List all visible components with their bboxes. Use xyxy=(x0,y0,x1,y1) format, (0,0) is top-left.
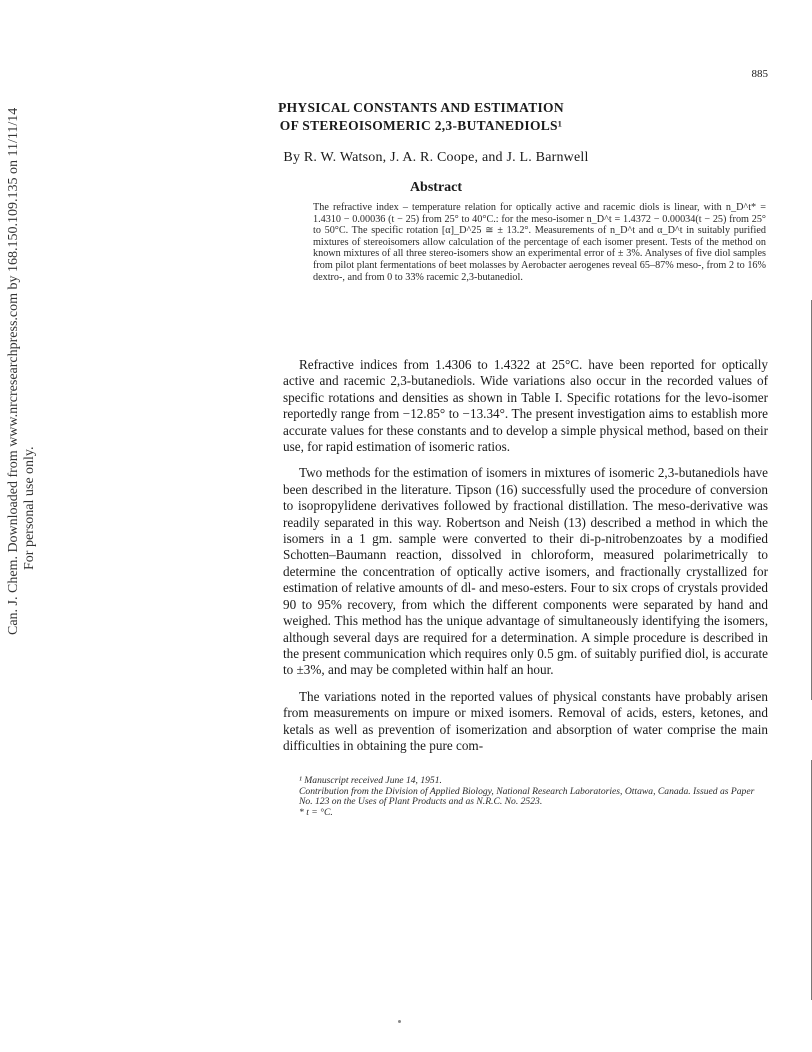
paper-title xyxy=(0,99,812,135)
footnote-manuscript: ¹ Manuscript received June 14, 1951. xyxy=(299,775,442,786)
abstract-heading: Abstract xyxy=(409,180,463,195)
scan-dot xyxy=(398,1020,401,1023)
paragraph-1: Refractive indices from 1.4306 to 1.4322 at 25°C. have been reported for optically active and racemic 2,3-butanediols. Wide variations also occur in the recorded values of specific rotations and densities as shown in Table I. Specific rotations for the levo-isomer reportedly range from −12.85° to −13.34°. The present investigation aims to establish more accurate values for these constants and to develop a simple physical method, based on their use, for rapid estimation of isomeric ratios. xyxy=(283,357,768,455)
footnote-contribution: Contribution from the Division of Applied Biology, National Research Laboratories, Ottawa, Canada. Issued as Paper No. 123 on the Uses of Plant Products and as N.R.C. No. 2523. xyxy=(299,785,755,808)
watermark-source-line: Can. J. Chem. Downloaded from www.nrcresearchpress.com by 168.150.109.135 on 11/11/14 xyxy=(6,107,21,635)
watermark-usage-line: For personal use only. xyxy=(22,446,37,570)
title-line-2: OF STEREOISOMERIC 2,3-BUTANEDIOLS¹ xyxy=(279,118,563,133)
author-line: By R. W. Watson, J. A. R. Coope, and J. L. Barnwell xyxy=(283,150,589,165)
abstract-text: The refractive index – temperature relation for optically active and racemic diols is linear, with n_D^t* = 1.4310 − 0.00036 (t − 25) from 25° to 40°C.: for the meso-isomer n_D^t = 1.4372 − 0.00034(t − 25) from 25° to 50°C. The specific rotation [α]_D^25 ≅ ± 13.2°. Measurements of n_D^t and α_D^t in suitably purified mixtures of stereoisomers allow calculation of the percentage of each isomer present. Tests of the method on known mixtures of all three stereo-isomers show an experimental error of ± 3%. Analyses of five diol samples from pilot plant fermentations of beet molasses by Aerobacter aerogenes reveal 65–87% meso-, from 2 to 16% dextro-, and from 0 to 33% racemic 2,3-butanediol. xyxy=(313,202,766,283)
body-text xyxy=(283,357,768,764)
title-line-1: PHYSICAL CONSTANTS AND ESTIMATION xyxy=(278,100,564,115)
footnote-temperature: * t = °C. xyxy=(299,806,333,818)
paragraph-3: The variations noted in the reported values of physical constants have probably arisen from measurements on impure or mixed isomers. Removal of acids, esters, ketones, and ketals as well as prevention of isomerization and absorption of water comprise the main difficulties in obtaining the pure com- xyxy=(283,688,768,753)
page-number: 885 xyxy=(751,68,768,80)
paragraph-2: Two methods for the estimation of isomers in mixtures of isomeric 2,3-butanediols have been described in the literature. Tipson (16) successfully used the procedure of conversion to isopropylidene derivatives followed by fractional distillation. The meso-derivative was readily separated in this way. Robertson and Neish (13) described a method in which the isomers in a 1 gm. sample were converted to their di-p-nitrobenzoates by a modified Schotten–Baumann reaction, dissolved in chloroform, measured polarimetrically to determine the concentration of optically active isomers, and fractionally crystallized for estimation of relative amounts of dl- and meso-esters. Four to six crops of crystals provided 90 to 95% recovery, from which the different components were separated by hand and weighed. This method has the unique advantage of simultaneously identifying the isomers, although several days are required for a determination. A simple procedure is described in the present communication which requires only 0.5 gm. of suitably purified diol, is accurate to ±3%, and may be completed within half an hour. xyxy=(283,465,768,678)
footnotes xyxy=(283,776,768,818)
